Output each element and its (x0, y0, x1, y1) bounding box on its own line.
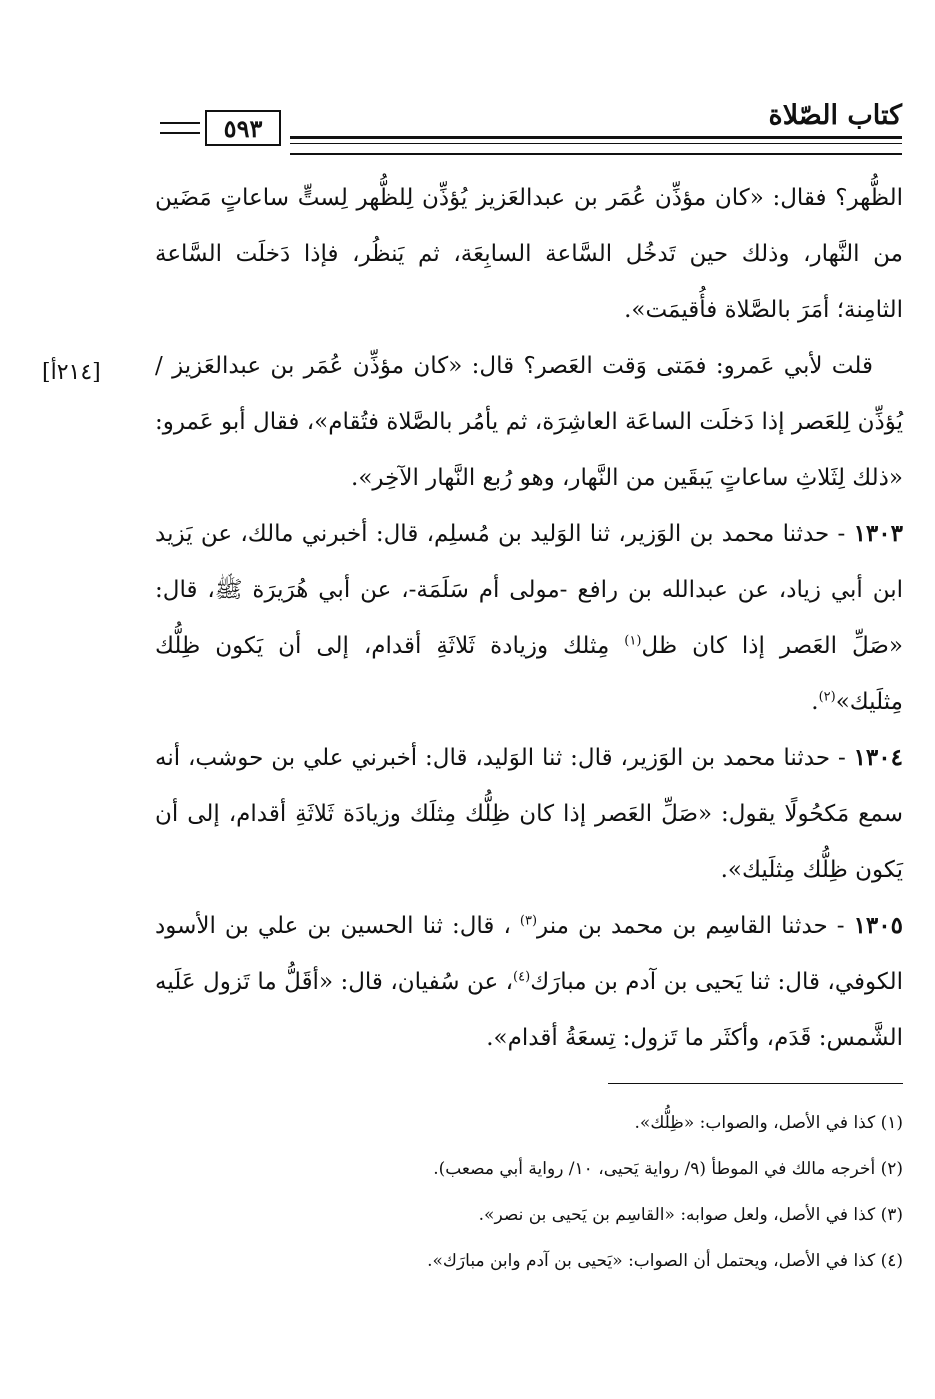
dash: - (830, 745, 854, 771)
hadith-text: حدثنا محمد بن الوَزير، قال: ثنا الوَليد، قال: أخبرني علي بن حوشب، أنه سمع مَكحُولًا يقول: «صَلِّ العَصر إذا كان ظِلُّك مِثلَك وزيادَة ثَلاثَةِ أقدام، إلى أن يَكون ظِلُّك مِثلَيك». (155, 745, 903, 883)
hadith-text: حدثنا محمد بن الوَزير، ثنا الوَليد بن مُسلِم، قال: أخبرني مالك، عن يَزيد ابن أبي زياد، عن عبدالله بن رافع -مولى أم سَلَمَة-، عن أبي هُرَيرَة ﷺ، قال: «صَلِّ العَصر إذا كان ظل (155, 521, 903, 659)
hadith-text: حدثنا القاسِم بن محمد بن منر (537, 913, 828, 939)
hadith-number: ١٣٠٥ (853, 912, 903, 939)
footnote-ref: (١) (624, 633, 642, 649)
manuscript-folio-marker: [٢١٤أ] (42, 360, 101, 385)
dash: - (827, 913, 854, 939)
hadith-text: . (811, 689, 819, 715)
footnote: (١) كذا في الأصل، والصواب: «ظِلُّك». (634, 1113, 903, 1133)
header-rule-short (160, 122, 200, 134)
hadith-text: ، عن سُفيان، قال: «أقَلُّ ما تَزول عَلَيه الشَّمس: قَدَم، وأكثَر ما تَزول: تِسعَةُ أقدام». (155, 969, 903, 1051)
book-title: كتاب الصّلاة (768, 100, 902, 131)
header-rule (290, 136, 902, 155)
footnote-ref: (٣) (519, 913, 538, 929)
paragraph: قلت لأبي عَمرو: فمَتى وَقت العَصر؟ قال: «كان مؤذِّن عُمَر بن عبدالعَزيز / يُؤذِّن لِلعَصر إذا دَخلَت الساعَة العاشِرَة، ثم يأمُر بالصَّلاة فتُقام»، فقال أبو عَمرو: «ذلك لِثَلاثِ ساعاتٍ يَبقَين من النَّهار، وهو رُبع النَّهار الآخِر». (155, 353, 903, 491)
dash: - (829, 521, 854, 547)
footnote: (٣) كذا في الأصل، ولعل صوابه: «القاسِم بن يَحيى بن نصر». (478, 1205, 903, 1225)
footnote: (٤) كذا في الأصل، ويحتمل أن الصواب: «يَحيى بن آدم وابن مبارَك». (427, 1251, 903, 1271)
hadith-number: ١٣٠٤ (853, 744, 903, 771)
footnote-ref: (٤) (513, 969, 531, 985)
hadith-1305 (155, 898, 903, 1066)
hadith-1303 (155, 506, 903, 730)
hadith-1304 (155, 730, 903, 898)
hadith-text: مِثلك وزيادة ثَلاثَةِ أقدام، إلى أن يَكون ظِلُّك مِثلَيك» (155, 633, 903, 715)
page-number: ٥٩٣ (205, 110, 281, 146)
paragraph: الظُّهر؟ فقال: «كان مؤذِّن عُمَر بن عبدالعَزيز يُؤذِّن لِلظُّهر لِستٍّ ساعاتٍ مَضَين من النَّهار، وذلك حين تَدخُل السَّاعة السابِعَة، ثم يَنظُر، فإذا دَخلَت السَّاعة الثامِنة؛ أمَرَ بالصَّلاة فأُقيمَت». (155, 185, 903, 323)
page-header (160, 92, 902, 154)
footnote-separator (608, 1083, 903, 1084)
footnote: (٢) أخرجه مالك في الموطأ (٩/ رواية يَحيى، ١٠/ رواية أبي مصعب). (433, 1159, 903, 1179)
main-text (155, 170, 903, 1066)
footnote-ref: (٢) (818, 689, 836, 705)
hadith-text: ، قال: ثنا الحسين بن علي بن الأسود الكوفي، قال: ثنا يَحيى بن آدم بن مبارَك (155, 913, 903, 995)
hadith-number: ١٣٠٣ (853, 520, 903, 547)
footnotes (160, 1100, 903, 1284)
